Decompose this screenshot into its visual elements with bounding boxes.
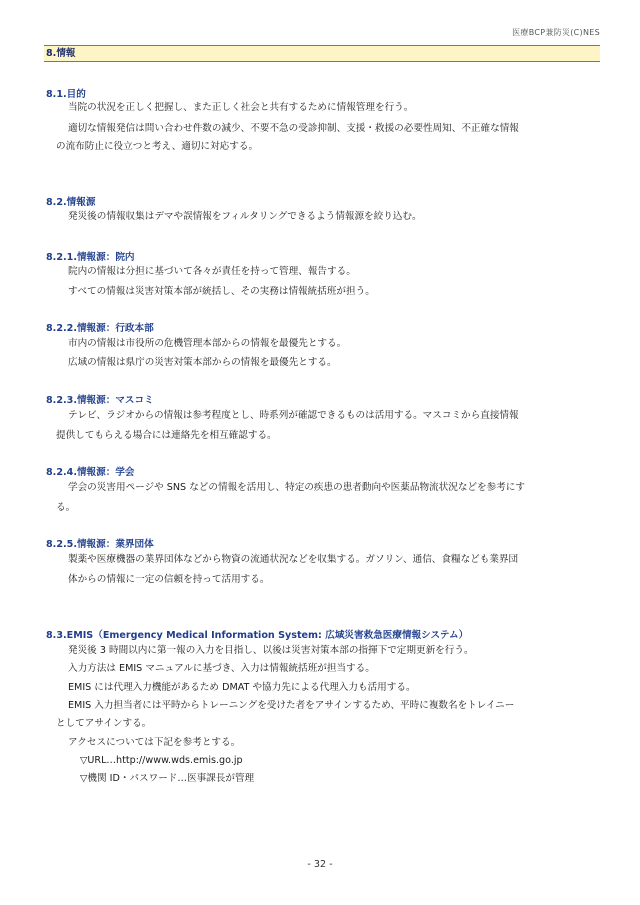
paragraph-line: る。	[56, 502, 76, 513]
paragraph-line: EMIS 入力担当者には平時からトレーニングを受けた者をアサインするため、平時に複数名をトレイニー	[68, 700, 515, 711]
section-heading-8-2-2: 8.2.2.情報源：行政本部	[46, 323, 154, 334]
paragraph-line: 提供してもらえる場合には連絡先を相互確認する。	[56, 430, 277, 441]
paragraph-line: 発災後の情報収集はデマや誤情報をフィルタリングできるよう情報源を絞り込む。	[68, 211, 422, 222]
paragraph-line: すべての情報は災害対策本部が統括し、その実務は情報統括班が担う。	[68, 286, 375, 297]
paragraph-line: の流布防止に役立つと考え、適切に対応する。	[56, 141, 259, 152]
section-heading-8-2-1: 8.2.1.情報源：院内	[46, 252, 135, 263]
paragraph-line: 市内の情報は市役所の危機管理本部からの情報を最優先とする。	[68, 338, 347, 349]
paragraph-line: 学会の災害用ページや SNS などの情報を活用し、特定の疾患の患者動向や医薬品物流状況などを参考にす	[68, 482, 525, 493]
paragraph-line: テレビ、ラジオからの情報は参考程度とし、時系列が確認できるものは活用する。マスコミから直接情報	[68, 410, 519, 421]
paragraph-line: としてアサインする。	[56, 718, 152, 729]
emis-url: ▽URL…http://www.wds.emis.go.jp	[80, 755, 243, 766]
section-heading-8-2-3: 8.2.3.情報源：マスコミ	[46, 395, 154, 406]
document-id: 医療BCP兼防災(C)NES	[512, 28, 600, 37]
section-heading-8-2-4: 8.2.4.情報源：学会	[46, 467, 135, 478]
paragraph-line: 院内の情報は分担に基づいて各々が責任を持って管理、報告する。	[68, 266, 356, 277]
paragraph-line: アクセスについては下記を参考とする。	[68, 737, 241, 748]
paragraph-line: 広域の情報は県庁の災害対策本部からの情報を最優先とする。	[68, 357, 337, 368]
page-number: - 32 -	[307, 859, 333, 870]
section-heading-8-3: 8.3.EMIS（Emergency Medical Information System: 広域災害救急医療情報システム）	[46, 630, 469, 641]
paragraph-line: 入力方法は EMIS マニュアルに基づき、入力は情報統括班が担当する。	[68, 663, 375, 674]
paragraph-line: 適切な情報発信は問い合わせ件数の減少、不要不急の受診抑制、支援・救援の必要性周知、不正確な情報	[68, 123, 519, 134]
section-heading-8-1: 8.1.目的	[46, 89, 86, 100]
paragraph-line: 体からの情報に一定の信頼を持って活用する。	[68, 574, 270, 585]
section-heading-8-2-5: 8.2.5.情報源：業界団体	[46, 539, 154, 550]
paragraph-line: 発災後 3 時間以内に第一報の入力を目指し、以後は災害対策本部の指揮下で定期更新を行う。	[68, 645, 474, 656]
paragraph-line: 当院の状況を正しく把握し、また正しく社会と共有するために情報管理を行う。	[68, 102, 414, 113]
chapter-title-bar: 8.情報	[44, 45, 600, 62]
emis-credentials-note: ▽機関 ID・パスワード…医事課長が管理	[80, 773, 255, 784]
section-heading-8-2: 8.2.情報源	[46, 197, 96, 208]
paragraph-line: EMIS には代理入力機能があるため DMAT や協力先による代理入力も活用する。	[68, 682, 416, 693]
paragraph-line: 製薬や医療機器の業界団体などから物資の流通状況などを収集する。ガソリン、通信、食糧なども業界団	[68, 554, 519, 565]
